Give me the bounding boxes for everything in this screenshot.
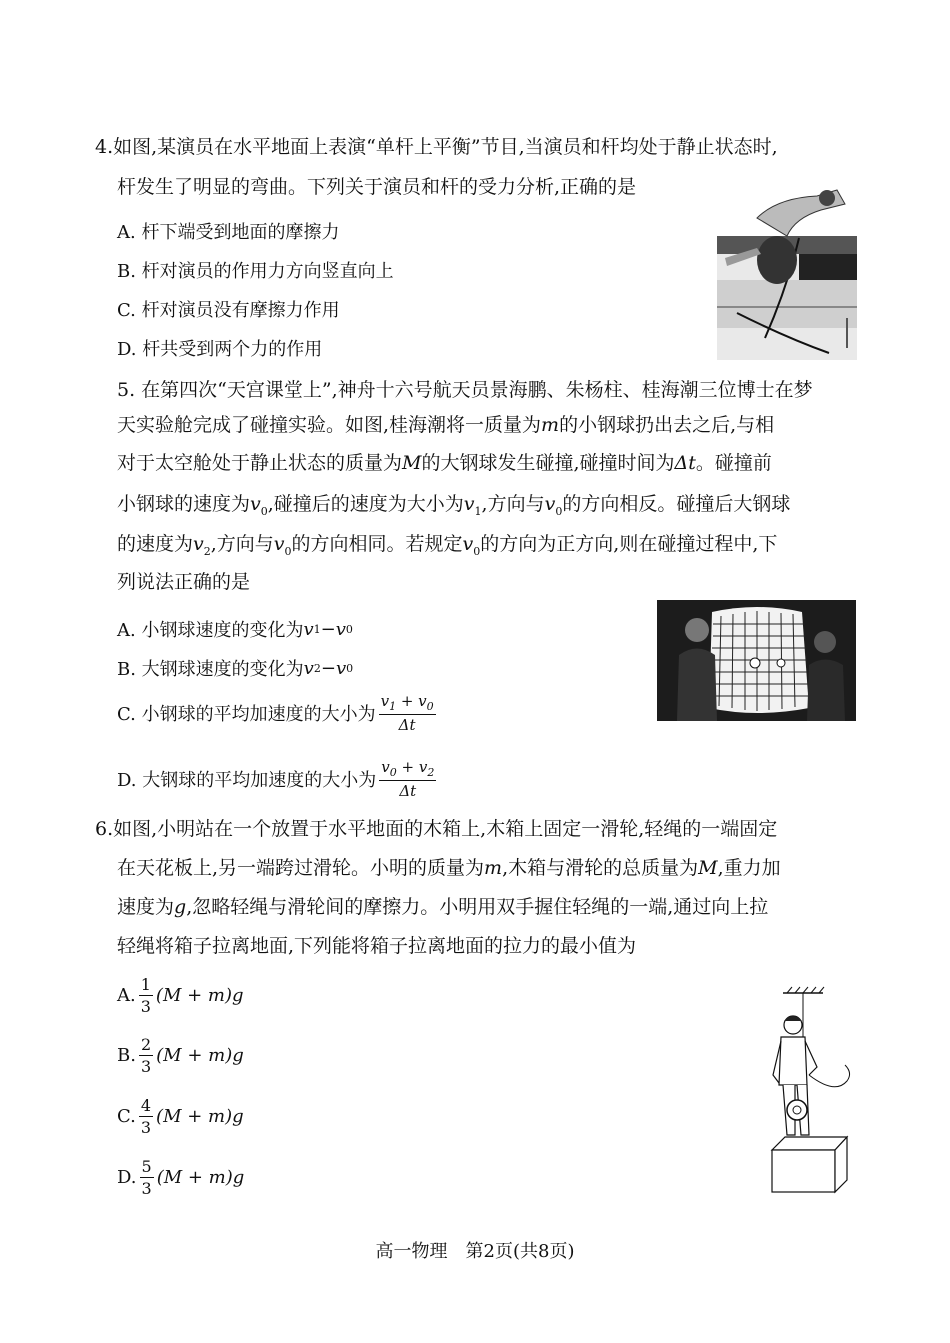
q5-line4: 小钢球的速度为$v_0$,碰撞后的速度为大小为$v_1$,方向与$v_0$的方向相反。碰撞后大钢球 (117, 493, 791, 518)
page-footer: 高一物理 第2页(共8页) (375, 1241, 575, 1262)
q6-line3: 速度为g,忽略轻绳与滑轮间的摩擦力。小明用双手握住轻绳的一端,通过向上拉 (117, 896, 769, 918)
q5-option-a: A. 小钢球速度的变化为 v 1 − v 0 (117, 618, 353, 641)
q5-option-d-fraction: $\frac{v_0 + v_2}{\Delta t}$ (381, 758, 435, 800)
q6-line4: 轻绳将箱子拉离地面,下列能将箱子拉离地面的拉力的最小值为 (117, 935, 637, 957)
q6-option-a: A. $\frac{1}{3}$ (M + m) g (117, 975, 244, 1016)
q4-option-c: C. 杆对演员没有摩擦力作用 (117, 300, 340, 321)
q4-option-b: B. 杆对演员的作用力方向竖直向上 (117, 261, 394, 282)
astronauts-collision-photo (657, 600, 856, 721)
q6-line2: 在天花板上,另一端跨过滑轮。小明的质量为m,木箱与滑轮的总质量为M,重力加 (117, 857, 781, 879)
q5-option-c: C. 小钢球的平均加速度的大小为 $\frac{v_1 + v_0}{\Delta t}$ (117, 692, 434, 734)
q4-option-a: A. 杆下端受到地面的摩擦力 (117, 222, 340, 243)
q6-option-d: D. $\frac{5}{3}$ (M + m) g (117, 1157, 245, 1198)
q5-line5: 的速度为$v_2$,方向与$v_0$的方向相同。若规定$v_0$的方向为正方向,则在碰撞过程中,下 (117, 533, 778, 558)
q5-line3: 对于太空舱处于静止状态的质量为M的大钢球发生碰撞,碰撞时间为Δt。碰撞前 (117, 452, 772, 474)
q6-option-c: C. $\frac{4}{3}$ (M + m) g (117, 1096, 244, 1137)
performer-pole-photo (717, 188, 857, 360)
q4-stem-line1: 4.如图,某演员在水平地面上表演“单杆上平衡”节目,当演员和杆均处于静止状态时, (95, 136, 778, 158)
q5-line6: 列说法正确的是 (117, 571, 251, 593)
q5-line1: 5. 在第四次“天宫课堂上”,神舟十六号航天员景海鹏、朱杨柱、桂海潮三位博士在梦 (117, 379, 813, 401)
q5-option-c-fraction: $\frac{v_1 + v_0}{\Delta t}$ (380, 692, 434, 734)
q6-line1: 6.如图,小明站在一个放置于水平地面的木箱上,木箱上固定一滑轮,轻绳的一端固定 (95, 818, 778, 840)
q4-stem-line2: 杆发生了明显的弯曲。下列关于演员和杆的受力分析,正确的是 (117, 176, 637, 198)
q5-option-b: B. 大钢球速度的变化为 v 2 − v 0 (117, 657, 354, 680)
q5-option-d: D. 大钢球的平均加速度的大小为 $\frac{v_0 + v_2}{\Delta t}$ (117, 758, 435, 800)
q5-line2: 天实验舱完成了碰撞实验。如图,桂海潮将一质量为m的小钢球扔出去之后,与相 (117, 414, 775, 436)
q4-option-d: D. 杆共受到两个力的作用 (117, 339, 323, 360)
man-on-box-pulley-illustration (765, 985, 860, 1195)
q6-option-b: B. $\frac{2}{3}$ (M + m) g (117, 1035, 244, 1076)
